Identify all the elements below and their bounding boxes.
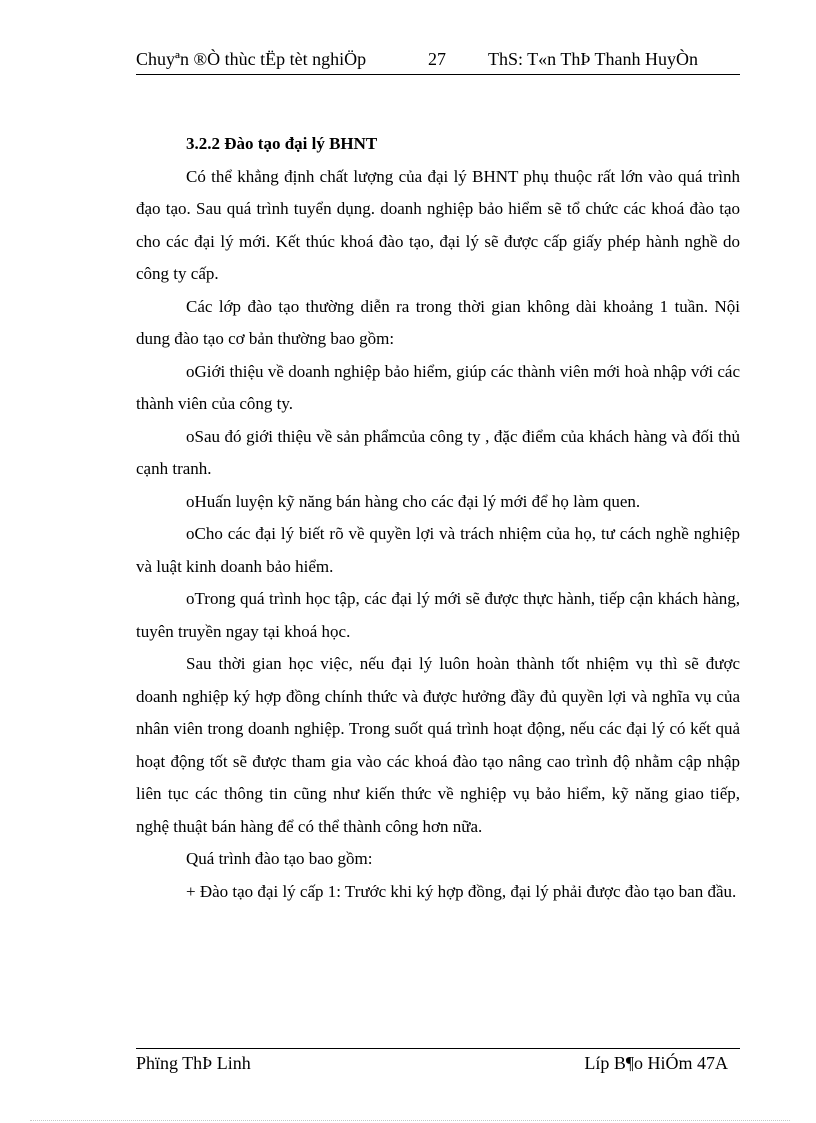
paragraph: Quá trình đào tạo bao gồm: <box>186 849 373 868</box>
paragraph: + Đào tạo đại lý cấp 1: Trước khi ký hợp đồng, đại lý phải được đào tạo ban đầu. <box>186 881 737 901</box>
paragraph: Sau thời gian học việc, nếu đại lý luôn hoàn thành tốt nhiệm vụ thì sẽ được doanh nghiệp ký hợp đồng chính thức và được hưởng đầy đủ quyền lợi và nghĩa vụ của nhân viên trong doanh nghiệp. Trong suốt quá trình hoạt động, nếu các đại lý có kết quả hoạt động tốt sẽ được tham gia vào các khoá đào tạo nâng cao trình độ nhằm cập nhập liên tục các thông tin cũng như kiến thức về nghiệp vụ bảo hiểm, kỹ năng giao tiếp, nghệ thuật bán hàng để có thể thành công hơn nữa. <box>136 654 740 836</box>
bullet-item: oHuấn luyện kỹ năng bán hàng cho các đại lý mới để họ làm quen. <box>186 491 641 511</box>
section-title: 3.2.2 Đào tạo đại lý BHNT <box>186 134 378 153</box>
page-footer <box>136 1053 740 1077</box>
bullet-item: oTrong quá trình học tập, các đại lý mới sẽ được thực hành, tiếp cận khách hàng, tuyên truyền ngay tại khoá học. <box>136 589 740 641</box>
page-header <box>136 48 740 75</box>
bullet-item: oCho các đại lý biết rõ về quyền lợi và trách nhiệm của họ, tư cách nghề nghiệp và luật kinh doanh bảo hiểm. <box>136 524 740 576</box>
bullet-item: oSau đó giới thiệu về sản phẩmcủa công ty , đặc điểm của khách hàng và đối thủ cạnh tranh. <box>136 426 740 478</box>
page-number: 27 <box>428 49 446 69</box>
footer-author: Phïng ThÞ Linh <box>136 1053 251 1073</box>
footer-class: Líp B¶o HiÓm 47A <box>584 1053 728 1073</box>
footer-divider <box>136 1048 740 1049</box>
page-bottom-edge <box>30 1120 790 1121</box>
header-supervisor: ThS: T«n ThÞ Thanh HuyÒn <box>488 49 699 69</box>
document-body <box>136 128 740 908</box>
paragraph: Có thể khẳng định chất lượng của đại lý BHNT phụ thuộc rất lớn vào quá trình đạo tạo. Sau quá trình tuyển dụng. doanh nghiệp bảo hiểm sẽ tổ chức các khoá đào tạo cho các đại lý mới. Kết thúc khoá đào tạo, đại lý sẽ được cấp giấy phép hành nghề do công ty cấp. <box>136 166 740 283</box>
bullet-item: oGiới thiệu về doanh nghiệp bảo hiểm, giúp các thành viên mới hoà nhập với các thành viên của công ty. <box>136 361 740 413</box>
paragraph: Các lớp đào tạo thường diễn ra trong thời gian không dài khoảng 1 tuần. Nội dung đào tạo cơ bản thường bao gồm: <box>136 296 740 348</box>
header-title: Chuyªn ®Ò thùc tËp tèt nghiÖp <box>136 49 367 69</box>
